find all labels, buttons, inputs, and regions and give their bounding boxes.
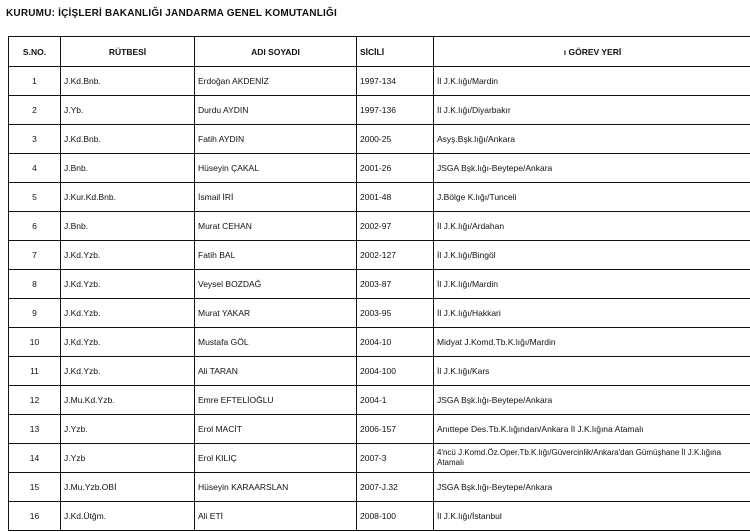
cell-rank: J.Kd.Yzb. — [61, 241, 195, 270]
cell-duty: İl J.K.lığı/Bingöl — [434, 241, 750, 270]
column-header-name: ADI SOYADI — [195, 37, 357, 67]
cell-name: Hüseyin KARAARSLAN — [195, 473, 357, 502]
cell-rank: J.Kd.Bnb. — [61, 67, 195, 96]
cell-sno: 13 — [9, 415, 61, 444]
column-header-sicil: SİCİLİ — [357, 37, 434, 67]
table-row — [9, 502, 750, 531]
cell-name: Durdu AYDIN — [195, 96, 357, 125]
cell-rank: J.Mu.Yzb.OBİ — [61, 473, 195, 502]
cell-name: Ali TARAN — [195, 357, 357, 386]
cell-sicil: 2007-3 — [357, 444, 434, 473]
cell-name: Erol MACİT — [195, 415, 357, 444]
cell-sicil: 2006-157 — [357, 415, 434, 444]
cell-sicil: 2002-127 — [357, 241, 434, 270]
table-row — [9, 415, 750, 444]
cell-sicil: 2001-26 — [357, 154, 434, 183]
cell-sicil: 2004-1 — [357, 386, 434, 415]
cell-duty: JSGA Bşk.lığı-Beytepe/Ankara — [434, 386, 750, 415]
cell-sicil: 1997-136 — [357, 96, 434, 125]
cell-sno: 8 — [9, 270, 61, 299]
table-row — [9, 444, 750, 473]
cell-sno: 1 — [9, 67, 61, 96]
cell-name: Murat YAKAR — [195, 299, 357, 328]
cell-name: İsmail İRİ — [195, 183, 357, 212]
cell-sicil: 2003-95 — [357, 299, 434, 328]
cell-duty: 4'ncü J.Komd.Öz.Oper.Tb.K.lığı/Güvercinlik/Ankara'dan Gümüşhane İl J.K.lığına Atamalı — [434, 444, 750, 473]
table-row — [9, 357, 750, 386]
table-row — [9, 183, 750, 212]
table-row — [9, 67, 750, 96]
cell-duty: İl J.K.lığı/Kars — [434, 357, 750, 386]
cell-name: Murat CEHAN — [195, 212, 357, 241]
table-row — [9, 386, 750, 415]
cell-sicil: 2001-48 — [357, 183, 434, 212]
cell-name: Ali ETİ — [195, 502, 357, 531]
cell-sno: 12 — [9, 386, 61, 415]
cell-rank: J.Bnb. — [61, 154, 195, 183]
cell-sicil: 2004-10 — [357, 328, 434, 357]
table-row — [9, 154, 750, 183]
cell-rank: J.Kur.Kd.Bnb. — [61, 183, 195, 212]
cell-sicil: 2007-J.32 — [357, 473, 434, 502]
cell-name: Fatih BAL — [195, 241, 357, 270]
cell-sno: 9 — [9, 299, 61, 328]
cell-duty: J.Bölge K.lığı/Tunceli — [434, 183, 750, 212]
cell-sno: 11 — [9, 357, 61, 386]
cell-sno: 6 — [9, 212, 61, 241]
column-header-duty: ı GÖREV YERİ — [434, 37, 750, 67]
cell-duty: JSGA Bşk.lığı-Beytepe/Ankara — [434, 154, 750, 183]
table-row — [9, 299, 750, 328]
cell-sicil: 2000-25 — [357, 125, 434, 154]
column-header-sno: S.NO. — [9, 37, 61, 67]
table-header-row — [9, 37, 750, 67]
cell-rank: J.Kd.Ütğm. — [61, 502, 195, 531]
table-row — [9, 96, 750, 125]
cell-sno: 14 — [9, 444, 61, 473]
cell-name: Emre EFTELİOĞLU — [195, 386, 357, 415]
cell-duty: Anıttepe Des.Tb.K.lığından/Ankara İl J.K.lığına Atamalı — [434, 415, 750, 444]
cell-duty: İl J.K.lığı/Mardin — [434, 67, 750, 96]
cell-rank: J.Kd.Bnb. — [61, 125, 195, 154]
cell-sicil: 2008-100 — [357, 502, 434, 531]
cell-rank: J.Kd.Yzb. — [61, 357, 195, 386]
cell-sicil: 2002-97 — [357, 212, 434, 241]
cell-duty: JSGA Bşk.lığı-Beytepe/Ankara — [434, 473, 750, 502]
cell-duty: İl J.K.lığı/Diyarbakır — [434, 96, 750, 125]
cell-duty: İl J.K.lığı/Ardahan — [434, 212, 750, 241]
cell-duty: Asyş.Bşk.lığı/Ankara — [434, 125, 750, 154]
cell-rank: J.Kd.Yzb. — [61, 299, 195, 328]
cell-duty: Midyat J.Komd.Tb.K.lığı/Mardin — [434, 328, 750, 357]
table-row — [9, 328, 750, 357]
cell-sno: 7 — [9, 241, 61, 270]
table-row — [9, 241, 750, 270]
cell-sno: 4 — [9, 154, 61, 183]
personnel-table — [8, 36, 750, 531]
organization-title: KURUMU: İÇİŞLERİ BAKANLIĞI JANDARMA GENEL KOMUTANLIĞI — [6, 8, 337, 19]
cell-rank: J.Yb. — [61, 96, 195, 125]
table-row — [9, 270, 750, 299]
cell-sicil: 2003-87 — [357, 270, 434, 299]
cell-sno: 3 — [9, 125, 61, 154]
cell-rank: J.Kd.Yzb. — [61, 328, 195, 357]
cell-duty: İl J.K.lığı/Mardin — [434, 270, 750, 299]
cell-sicil: 1997-134 — [357, 67, 434, 96]
cell-sno: 2 — [9, 96, 61, 125]
cell-duty: İl J.K.lığı/Hakkari — [434, 299, 750, 328]
table-row — [9, 212, 750, 241]
column-header-rank: RÜTBESİ — [61, 37, 195, 67]
cell-sno: 5 — [9, 183, 61, 212]
cell-name: Erol KILIÇ — [195, 444, 357, 473]
cell-sno: 10 — [9, 328, 61, 357]
table-row — [9, 473, 750, 502]
cell-name: Veysel BOZDAĞ — [195, 270, 357, 299]
cell-duty: İl J.K.lığı/İstanbul — [434, 502, 750, 531]
cell-rank: J.Mu.Kd.Yzb. — [61, 386, 195, 415]
table-row — [9, 125, 750, 154]
cell-sno: 16 — [9, 502, 61, 531]
cell-name: Hüseyin ÇAKAL — [195, 154, 357, 183]
cell-name: Mustafa GÖL — [195, 328, 357, 357]
cell-rank: J.Bnb. — [61, 212, 195, 241]
cell-name: Erdoğan AKDENİZ — [195, 67, 357, 96]
cell-rank: J.Yzb. — [61, 415, 195, 444]
cell-sno: 15 — [9, 473, 61, 502]
cell-rank: J.Kd.Yzb. — [61, 270, 195, 299]
cell-sicil: 2004-100 — [357, 357, 434, 386]
cell-name: Fatih AYDIN — [195, 125, 357, 154]
cell-rank: J.Yzb — [61, 444, 195, 473]
